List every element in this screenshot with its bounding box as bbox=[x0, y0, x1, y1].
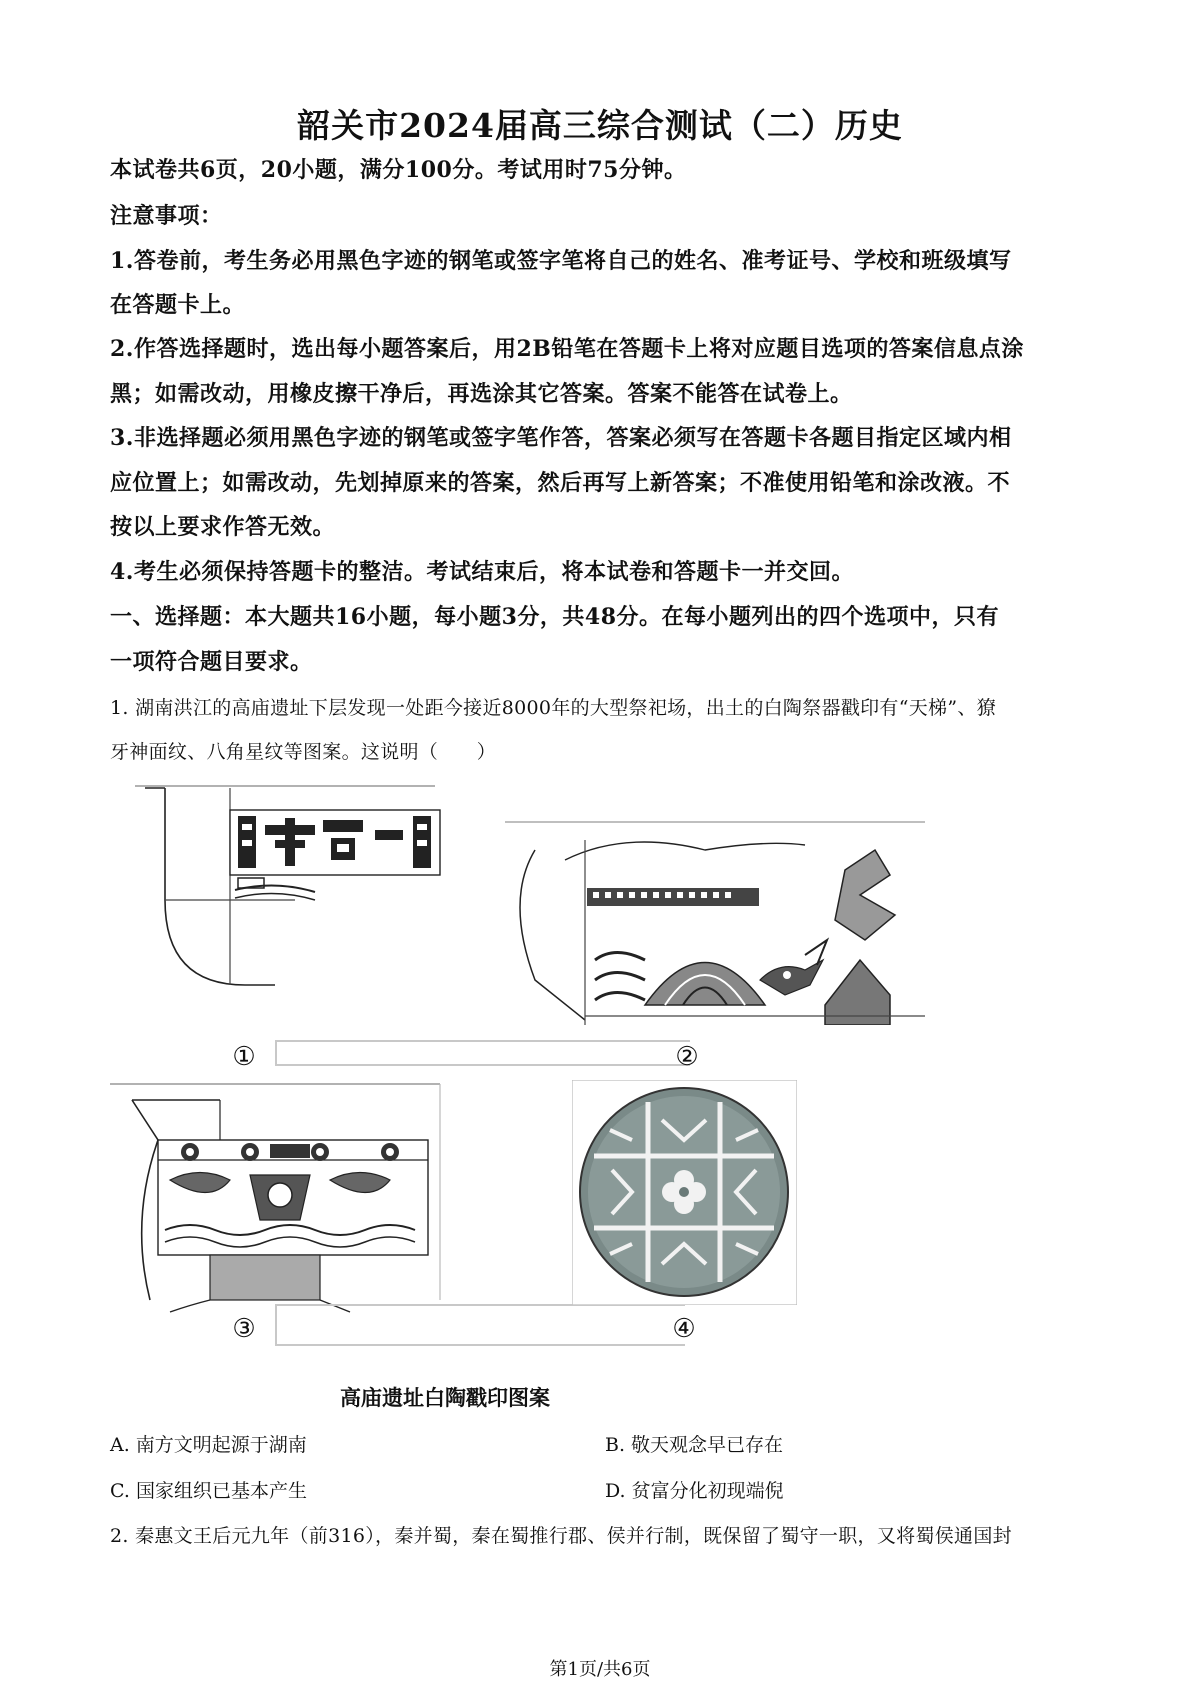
exam-title: 韶关市2024届高三综合测试（二）历史 bbox=[297, 106, 903, 145]
section-heading-line: 一项符合题目要求。 bbox=[110, 649, 313, 675]
figure-2-label: ② bbox=[675, 1042, 699, 1072]
question-1-stem: 牙神面纹、八角星纹等图案。这说明（ ） bbox=[110, 741, 497, 763]
figure-2-vessel-drawing bbox=[505, 820, 935, 1025]
notice-line: 黑；如需改动，用橡皮擦干净后，再选涂其它答案。答案不能答在试卷上。 bbox=[110, 381, 853, 407]
option-b: B. 敬天观念早已存在 bbox=[605, 1434, 784, 1456]
figure-3-label: ③ bbox=[232, 1314, 256, 1344]
figure-1-vessel-drawing bbox=[135, 780, 465, 990]
figure-divider bbox=[275, 1064, 690, 1066]
notice-line: 按以上要求作答无效。 bbox=[110, 514, 336, 540]
figure-3-vessel-drawing bbox=[110, 1080, 450, 1320]
exam-intro: 本试卷共6页，20小题，满分100分。考试用时75分钟。 bbox=[110, 157, 687, 183]
figure-divider bbox=[275, 1040, 690, 1042]
figure-caption: 高庙遗址白陶戳印图案 bbox=[340, 1385, 550, 1410]
figure-4-label: ④ bbox=[672, 1314, 696, 1344]
option-d: D. 贫富分化初现端倪 bbox=[605, 1480, 784, 1502]
figure-divider bbox=[275, 1344, 685, 1346]
notice-line: 在答题卡上。 bbox=[110, 292, 246, 318]
notice-line: 4.考生必须保持答题卡的整洁。考试结束后，将本试卷和答题卡一并交回。 bbox=[110, 559, 854, 585]
page-footer: 第1页/共6页 bbox=[549, 1659, 651, 1680]
section-heading-line: 一、选择题：本大题共16小题，每小题3分，共48分。在每小题列出的四个选项中，只有 bbox=[110, 604, 1000, 630]
figure-divider bbox=[275, 1040, 277, 1064]
notice-line: 3.非选择题必须用黑色字迹的钢笔或签字笔作答，答案必须写在答题卡各题目指定区域内相 bbox=[110, 425, 1012, 451]
notice-heading: 注意事项： bbox=[110, 203, 223, 229]
figure-divider bbox=[275, 1304, 277, 1344]
option-c: C. 国家组织已基本产生 bbox=[110, 1480, 307, 1502]
figure-1-label: ① bbox=[232, 1042, 256, 1072]
figure-4-octagram-seal bbox=[572, 1080, 797, 1305]
notice-line: 2.作答选择题时，选出每小题答案后，用2B铅笔在答题卡上将对应题目选项的答案信息点涂 bbox=[110, 336, 1024, 362]
notice-line: 应位置上；如需改动，先划掉原来的答案，然后再写上新答案；不准使用铅笔和涂改液。不 bbox=[110, 470, 1011, 496]
option-a: A. 南方文明起源于湖南 bbox=[110, 1434, 307, 1456]
notice-line: 1.答卷前，考生务必用黑色字迹的钢笔或签字笔将自己的姓名、准考证号、学校和班级填写 bbox=[110, 248, 1012, 274]
question-2-stem: 2. 秦惠文王后元九年（前316），秦并蜀，秦在蜀推行郡、侯并行制，既保留了蜀守一职，又将蜀侯通国封 bbox=[110, 1525, 1012, 1547]
question-1-stem: 1. 湖南洪江的高庙遗址下层发现一处距今接近8000年的大型祭祀场，出土的白陶祭器戳印有“天梯”、獠 bbox=[110, 697, 996, 719]
